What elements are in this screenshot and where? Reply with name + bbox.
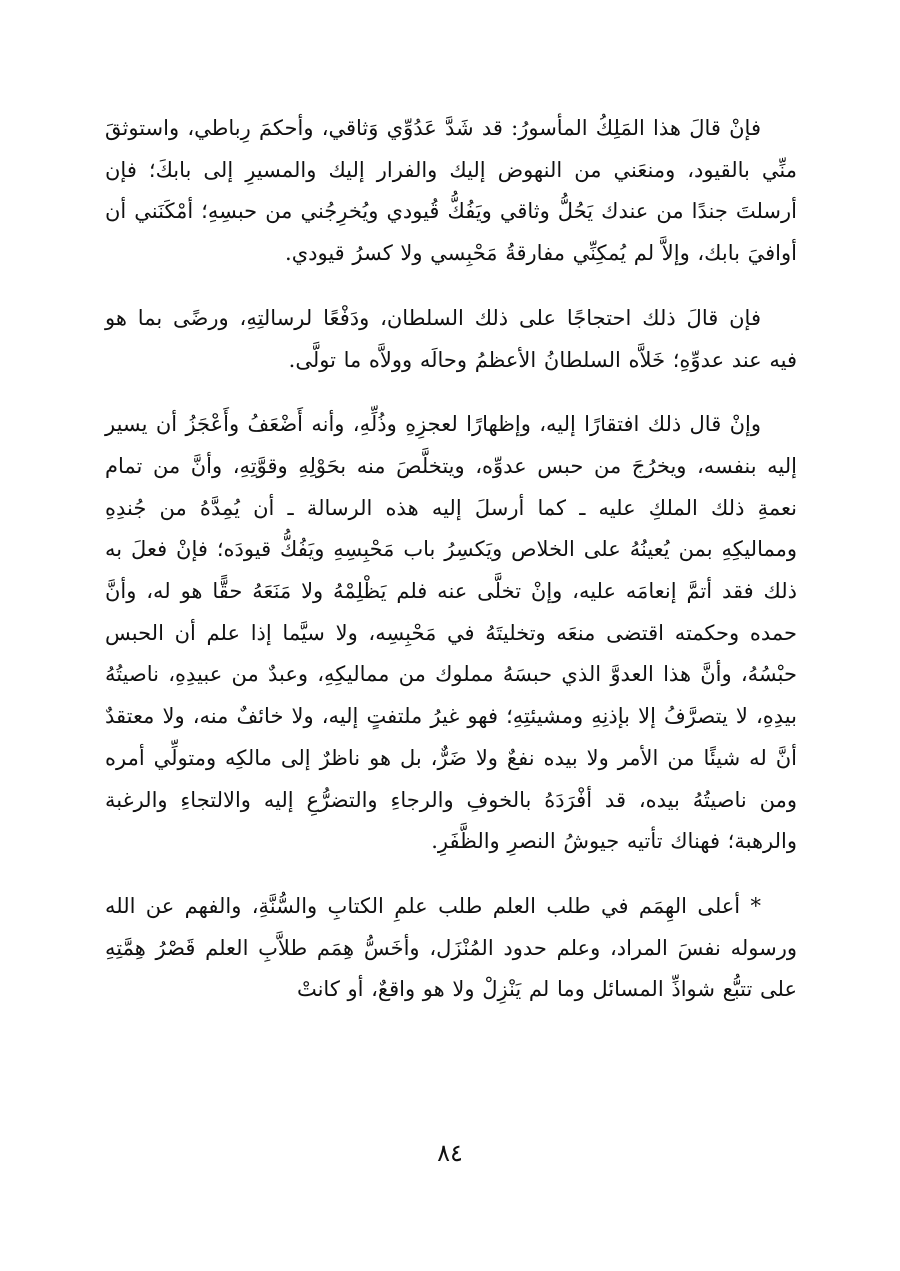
paragraph-1: فإنْ قالَ هذا المَلِكُ المأسورُ: قد شَدَّ عَدُوِّي وَثاقي، وأحكمَ رِباطي، واستوثقَ منِّي بالقيود، ومنعَني من النهوض إليك والفرار إليك والمسيرِ إلى بابكَ؛ فإن أرسلتَ جندًا من عندك يَحُلُّ وثاقي ويَفُكُّ قُيودي ويُخرِجُني من حبسِهِ؛ أمْكَنَني أن أوافيَ بابك، وإلاَّ لم يُمكِنِّي مفارقةُ مَحْبِسي ولا كسرُ قيودي. bbox=[105, 116, 797, 266]
page-number: ٨٤ bbox=[437, 1139, 463, 1167]
paragraph-2: فإن قالَ ذلك احتجاجًا على ذلك السلطان، ودَفْعًا لرسالتِهِ، ورضًى بما هو فيه عند عدوِّهِ؛ خَلاَّه السلطانُ الأعظمُ وحالَه وولاَّه ما تولَّى. bbox=[105, 305, 797, 372]
paragraph-4: * أعلى الهِمَم في طلب العلم طلب علمِ الكتابِ والسُّنَّةِ، والفهم عن الله ورسوله نفسَ المراد، وعلم حدود المُنْزَل، وأخَسُّ هِمَم طلاَّبِ العلم قَصْرُ هِمَّتِهِ على تتبُّع شواذِّ المسائل وما لم يَنْزِلْ ولا هو واقعٌ، أو كانتْ bbox=[105, 893, 797, 1002]
paragraph-3: وإنْ قال ذلك افتقارًا إليه، وإظهارًا لعجزِهِ وذُلِّهِ، وأنه أَضْعَفُ وأَعْجَزُ أن يسير إليه بنفسه، ويخرُجَ من حبس عدوِّه، ويتخلَّصَ منه بحَوْلِهِ وقوَّتِهِ، وأنَّ من تمام نعمةِ ذلك الملكِ عليه ـ كما أرسلَ إليه هذه الرسالة ـ أن يُمِدَّهُ من جُندِهِ ومماليكِهِ بمن يُعينُهُ على الخلاص ويَكسِرُ باب مَحْبِسِهِ ويَفُكُّ قيودَه؛ فإنْ فعلَ به ذلك فقد أتمَّ إنعامَه عليه، وإنْ تخلَّى عنه فلم يَظْلِمْهُ ولا مَنَعَهُ حقًّا هو له، وأنَّ حمده وحكمته اقتضى منعَه وتخليتَهُ في مَحْبِسِه، ولا سيَّما إذا علم أن الحبس حبْسُهُ، وأنَّ هذا العدوَّ الذي حبسَهُ مملوك من مماليكِهِ، وعبدٌ من عبيدِهِ، ناصيتُهُ بيدِهِ، لا يتصرَّفُ إلا بإذنِهِ ومشيئتِهِ؛ فهو غيرُ ملتفتٍ إليه، ولا خائفٌ منه، ولا معتقدٌ أنَّ له شيئًا من الأمر ولا بيده نفعٌ ولا ضَرٌّ، بل هو ناظرٌ إلى مالكِه ومتولِّي أمره ومن ناصيتُهُ بيده، قد أفْرَدَهُ بالخوفِ والرجاءِ والتضرُّعِ إليه والالتجاءِ والرغبة والرهبة؛ فهناك تأتيه جيوشُ النصرِ والظَّفَرِ. bbox=[105, 412, 797, 854]
body-text bbox=[105, 108, 797, 1034]
